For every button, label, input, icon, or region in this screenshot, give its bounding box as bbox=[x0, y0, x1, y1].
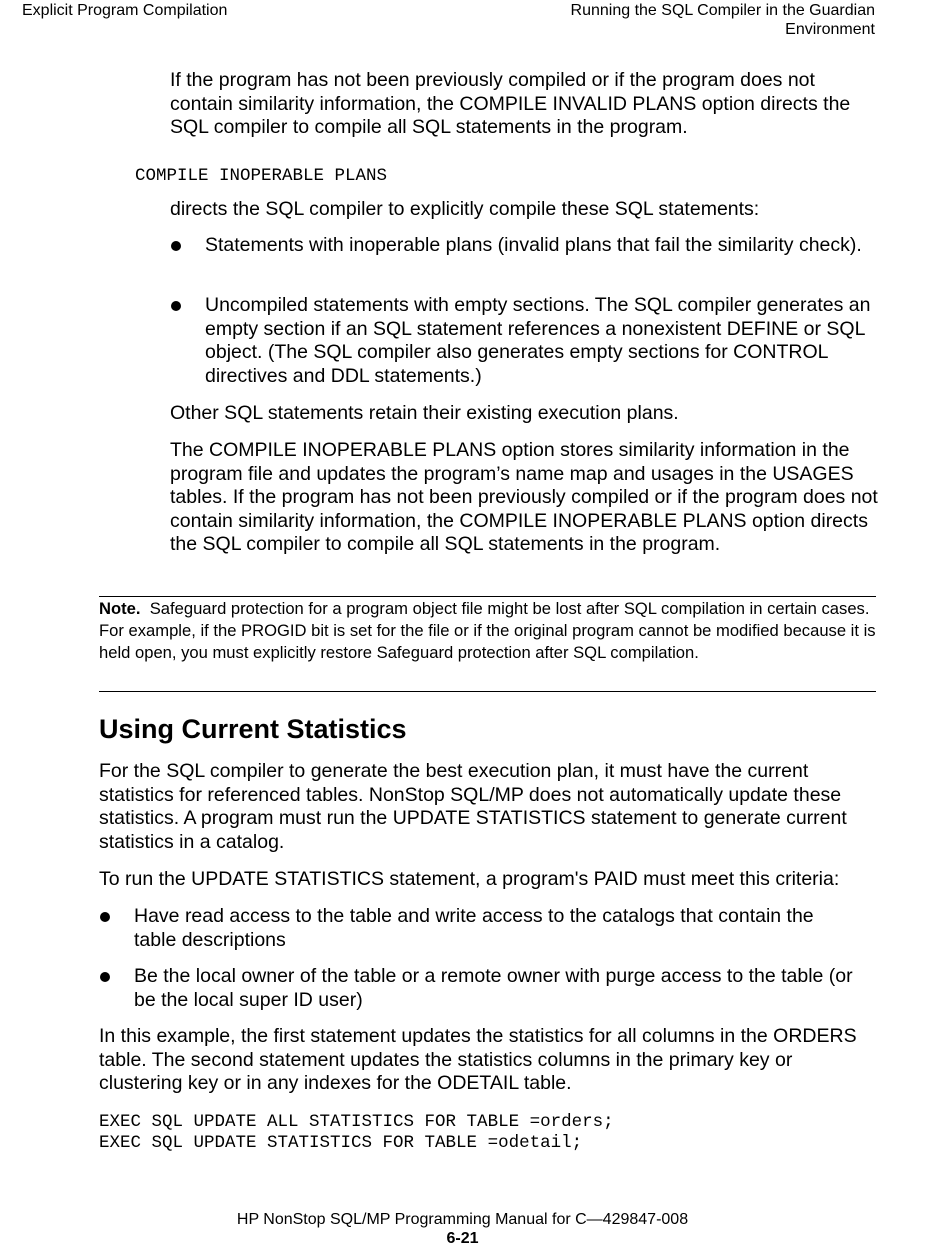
running-header-right-line2: Environment bbox=[785, 21, 875, 38]
criteria-paragraph: To run the UPDATE STATISTICS statement, a program's PAID must meet this criteria: bbox=[99, 868, 840, 890]
stores-paragraph: The COMPILE INOPERABLE PLANS option stores similarity information in the program file and updates the program’s name map and usages in the USAGES tables. If the program has not been previously compiled or if the program does not contain similarity information, the COMPILE INOPERABLE PLANS option directs the SQL compiler to compile all SQL statements in the program. bbox=[170, 439, 878, 556]
note-text: Safeguard protection for a program object file might be lost after SQL compilation in certain cases. For example, if the PROGID bit is set for the file or if the original program cannot be modified because it is held open, you must explicitly restore Safeguard protection after SQL compilation. bbox=[99, 599, 876, 663]
bullet-icon bbox=[171, 301, 181, 311]
note bbox=[99, 598, 879, 665]
page-footer bbox=[0, 1210, 925, 1248]
list-item-text: Uncompiled statements with empty sections. The SQL compiler generates an empty section if an SQL statement references a nonexistent DEFINE or SQL object. (The SQL compiler also generates empty sections for CONTROL directives and DDL statements.) bbox=[205, 294, 871, 387]
running-header-right bbox=[571, 1, 875, 39]
option-term: COMPILE INOPERABLE PLANS bbox=[135, 166, 388, 186]
code-block bbox=[99, 1112, 614, 1154]
note-top-rule bbox=[99, 596, 876, 597]
note-bottom-rule bbox=[99, 691, 876, 692]
other-statements-paragraph: Other SQL statements retain their existing execution plans. bbox=[170, 402, 679, 424]
list-item-text: Be the local owner of the table or a remote owner with purge access to the table (or be the local super ID user) bbox=[134, 965, 853, 1011]
code-line: EXEC SQL UPDATE STATISTICS FOR TABLE =odetail; bbox=[99, 1133, 583, 1153]
option-description: directs the SQL compiler to explicitly compile these SQL statements: bbox=[170, 198, 760, 220]
bullet-icon bbox=[100, 912, 110, 922]
footer-title: HP NonStop SQL/MP Programming Manual for C—429847-008 bbox=[236, 1211, 689, 1228]
code-line: EXEC SQL UPDATE ALL STATISTICS FOR TABLE =orders; bbox=[99, 1112, 614, 1132]
list-item-text: Have read access to the table and write access to the catalogs that contain the table descriptions bbox=[134, 905, 814, 951]
statistics-paragraph: For the SQL compiler to generate the best execution plan, it must have the current statistics for referenced tables. NonStop SQL/MP does not automatically update these statistics. A program must run the UPDATE STATISTICS statement to generate current statistics in a catalog. bbox=[99, 760, 847, 853]
example-paragraph: In this example, the first statement updates the statistics for all columns in the ORDERS table. The second statement updates the statistics columns in the primary key or clustering key or in any indexes for the ODETAIL table. bbox=[99, 1025, 857, 1095]
page-number: 6-21 bbox=[446, 1230, 479, 1247]
list-item-text: Statements with inoperable plans (invalid plans that fail the similarity check). bbox=[205, 234, 862, 256]
intro-paragraph: If the program has not been previously compiled or if the program does not contain similarity information, the COMPILE INVALID PLANS option directs the SQL compiler to compile all SQL statements in the program. bbox=[170, 69, 851, 139]
note-label: Note. bbox=[99, 599, 141, 618]
section-heading: Using Current Statistics bbox=[99, 714, 407, 744]
bullet-icon bbox=[100, 972, 110, 982]
running-header-left: Explicit Program Compilation bbox=[22, 2, 228, 19]
bullet-icon bbox=[171, 241, 181, 251]
running-header-right-line1: Running the SQL Compiler in the Guardian bbox=[570, 2, 875, 19]
